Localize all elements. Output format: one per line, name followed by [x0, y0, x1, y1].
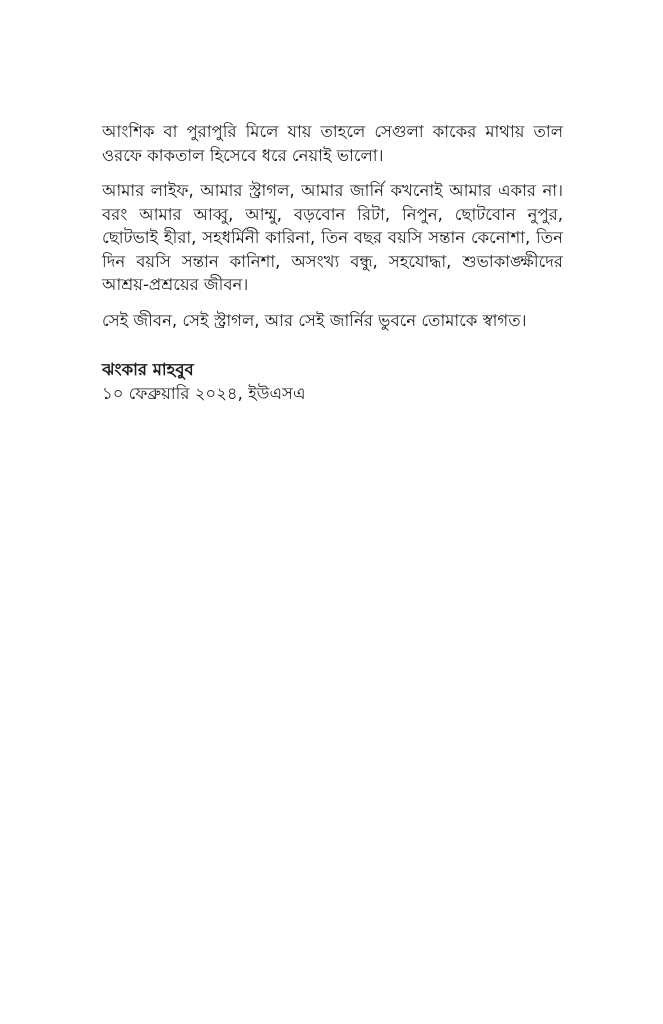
author-name: ঝংকার মাহবুব	[102, 360, 194, 379]
paragraph-continuation: আংশিক বা পুরাপুরি মিলে যায় তাহলে সেগুলা কাকের মাথায় তাল ওরফে কাকতাল হিসেবে ধরে নেয়াই ভালো।	[102, 122, 563, 165]
paragraph-welcome: সেই জীবন, সেই স্ট্রাগল, আর সেই জার্নির ভুবনে তোমাকে স্বাগত।	[102, 310, 527, 330]
document-page	[102, 120, 563, 406]
signature-block	[102, 358, 563, 406]
paragraph-acknowledgements: আমার লাইফ, আমার স্ট্রাগল, আমার জার্নি কখনোই আমার একার না। বরং আমার আব্বু, আম্মু, বড়বোন রিটা, নিপুন, ছোটবোন নুপুর, ছোটভাই হীরা, সহধর্মিনী কারিনা, তিন বছর বয়সি সন্তান কেনোশা, তিন দিন বয়সি সন্তান কানিশা, অসংখ্য বন্ধু, সহযোদ্ধা, শুভাকাঙ্ক্ষীদের আশ্রয়-প্রশ্রয়ের জীবন।	[102, 181, 563, 294]
signature-date: ১০ ফেব্রুয়ারি ২০২৪, ইউএসএ	[102, 384, 306, 403]
